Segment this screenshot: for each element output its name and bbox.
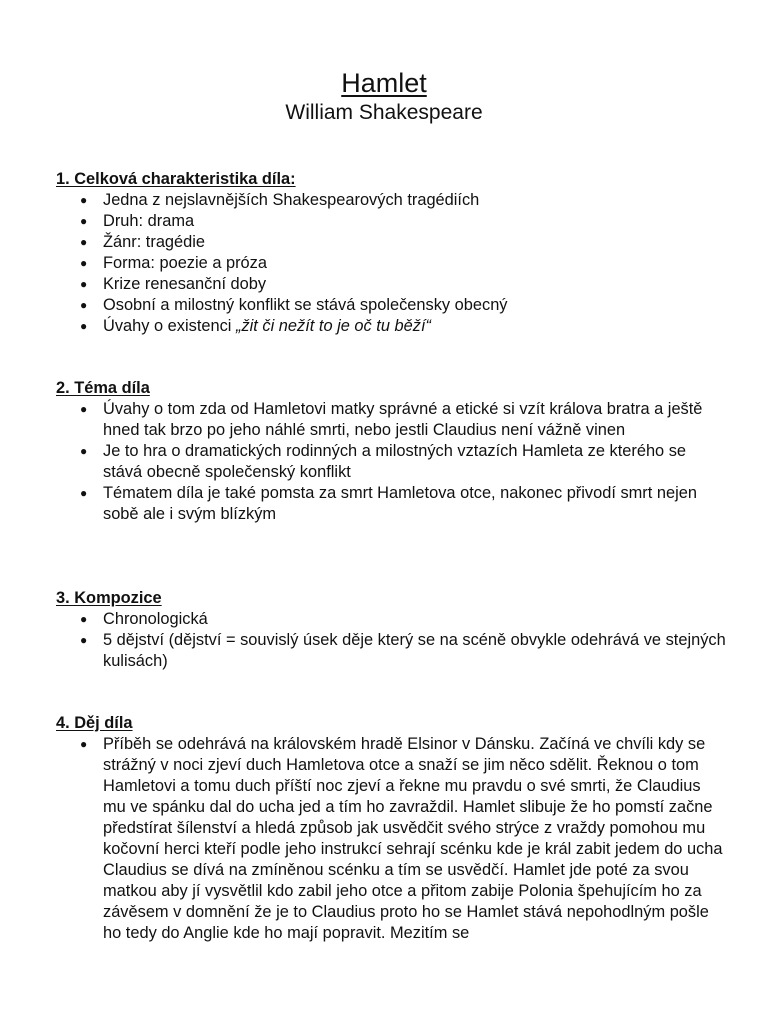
section-heading: 4. Děj díla: [56, 714, 133, 732]
list-item: ● Druh: drama: [56, 211, 726, 232]
list-item-text: Úvahy o existenci: [103, 317, 237, 335]
list-item: ● Tématem díla je také pomsta za smrt Hamletova otce, nakonec přivodí smrt nejen sobě ale i svým blízkým: [56, 483, 726, 525]
list-item: ● Forma: poezie a próza: [56, 253, 726, 274]
list-item: ● Je to hra o dramatických rodinných a milostných vztazích Hamleta ze kterého se stává obecně společenský konflikt: [56, 441, 726, 483]
section-heading: 3. Kompozice: [56, 589, 162, 607]
document-author: William Shakespeare: [285, 101, 483, 124]
list-item: ● 5 dějství (dějství = souvislý úsek děje který se na scéně obvykle odehrává ve stejných kulisách): [56, 630, 726, 672]
section-characteristics: [56, 169, 726, 337]
section-theme: [56, 378, 726, 525]
list-item: ● Žánr: tragédie: [56, 232, 726, 253]
bullet-list: [56, 734, 726, 944]
document-title: Hamlet: [341, 68, 427, 98]
list-item: [56, 316, 726, 337]
section-heading: 2. Téma díla: [56, 379, 150, 397]
section-plot: [56, 713, 726, 944]
list-item: ● Krize renesanční doby: [56, 274, 726, 295]
list-item: ● Jedna z nejslavnějších Shakespearových tragédiích: [56, 190, 726, 211]
list-item: ● Osobní a milostný konflikt se stává společensky obecný: [56, 295, 726, 316]
list-item: ● Příběh se odehrává na královském hradě Elsinor v Dánsku. Začíná ve chvíli kdy se strážný v noci zjeví duch Hamletova otce a snaží se jim něco sdělit. Řeknou o tom Hamletovi a tomu duch příští noc zjeví a řekne mu pravdu o své smrti, že Claudius mu ve spánku dal do ucha jed a tím ho zavraždil. Hamlet slibuje že ho pomstí začne předstírat šílenství a hledá způsob jak usvědčit svého strýce z vraždy pomohou mu kočovní herci kteří podle jeho instrukcí sehrají scénku kde je král zabit jedem do ucha Claudius se dívá na zmíněnou scénku a tím se usvědčí. Hamlet jde poté za svou matkou aby jí vysvětlil kdo zabil jeho otce a přitom zabije Polonia špehujícím ho za závěsem v domnění že je to Claudius proto ho se Hamlet stává nepohodlným pošle ho tedy do Anglie kde ho mají popravit. Mezitím se: [56, 734, 726, 944]
bullet-list: [56, 190, 726, 337]
section-heading: 1. Celková charakteristika díla:: [56, 170, 296, 188]
section-composition: [56, 588, 726, 672]
list-item: ● Úvahy o tom zda od Hamletovi matky správné a etické si vzít králova bratra a ještě hned tak brzo po jeho náhlé smrti, nebo jestli Claudius není vážně vinen: [56, 399, 726, 441]
bullet-list: [56, 609, 726, 672]
bullet-list: [56, 399, 726, 525]
quote-text: „žit či nežít to je oč tu běží“: [236, 317, 431, 335]
list-item: ● Chronologická: [56, 609, 726, 630]
